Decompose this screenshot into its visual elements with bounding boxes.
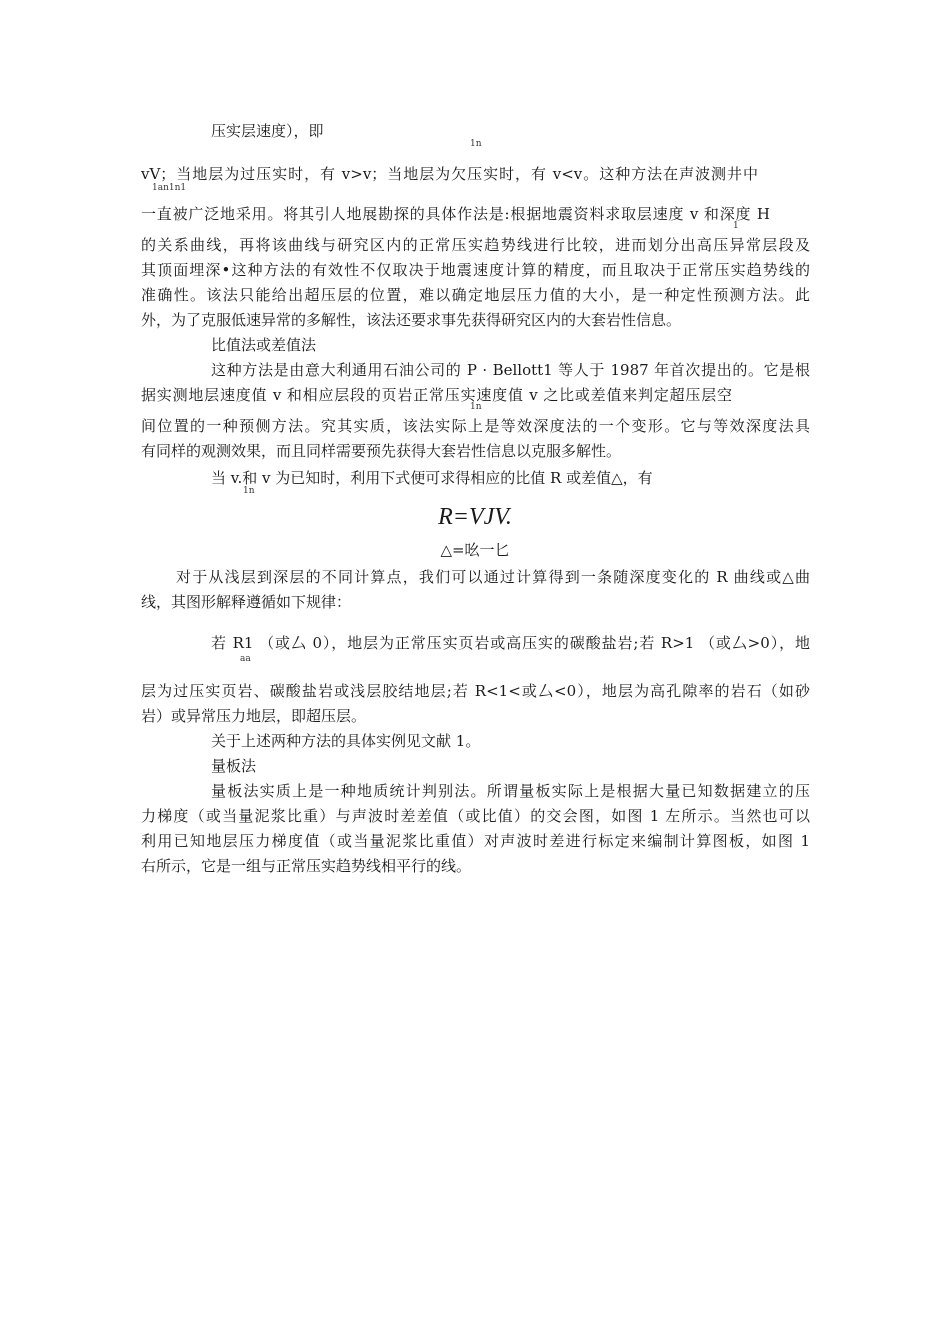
paragraph-line: 当 v.和 v 为已知时，利用下式便可求得相应的比值 R 或差值△，有 [211,469,653,487]
paragraph-line: vV；当地层为过压实时，有 v>v；当地层为欠压实时，有 v<v。这种方法在声波测井中 [141,165,758,183]
subscript-label: 1n [470,139,482,149]
paragraph-line: 线，其图形解释遵循如下规律： [141,593,352,611]
subscript-label: 1an1n1 [152,183,187,193]
difference-equation: △=吆一匕 [440,541,510,559]
paragraph-line: 利用已知地层压力梯度值（或当量泥浆比重值）对声波时差进行标定来编制计算图板，如图 1 [141,832,810,850]
paragraph-line: 据实测地层速度值 v 和相应层段的页岩正常压实速度值 v 之比或差值来判定超压层空 [141,386,732,404]
paragraph-line: 力梯度（或当量泥浆比重）与声波时差差值（或比值）的交会图，如图 1 左所示。当然也可以 [141,807,810,825]
section-heading: 比值法或差值法 [211,336,317,354]
paragraph-line: 这种方法是由意大利通用石油公司的 P · Bellott1 等人于 1987 年首次提出的。它是根 [211,361,810,379]
paragraph-line: 量板法实质上是一种地质统计判别法。所谓量板实际上是根据大量已知数据建立的压 [211,782,810,800]
subscript-label: 1 [733,221,739,231]
paragraph-line: 对于从浅层到深层的不同计算点，我们可以通过计算得到一条随深度变化的 R 曲线或△曲 [176,568,810,586]
section-heading: 量板法 [211,757,257,775]
paragraph-line: 准确性。该法只能给出超压层的位置，难以确定地层压力值的大小，是一种定性预测方法。此 [141,286,810,304]
paragraph-line: 若 R1 （或厶 0），地层为正常压实页岩或高压实的碳酸盐岩;若 R>1 （或厶>0），地 [211,634,810,652]
paragraph-line: 的关系曲线，再将该曲线与研究区内的正常压实趋势线进行比较，进而划分出高压异常层段及 [141,236,810,254]
paragraph-line: 压实层速度），即 [211,122,324,140]
subscript-label: 1n [470,402,482,412]
paragraph-line: 一直被广泛地采用。将其引人地展勘探的具体作法是:根据地震资料求取层速度 v 和深度 H [141,205,770,223]
ratio-equation: R=VJV. [438,504,512,530]
paragraph-line: 关于上述两种方法的具体实例见文献 1。 [211,732,481,750]
paragraph-line: 有同样的观测效果，而且同样需要预先获得大套岩性信息以克服多解性。 [141,442,622,460]
paragraph-line: 其顶面埋深•这种方法的有效性不仅取决于地震速度计算的精度，而且取决于正常压实趋势线的 [141,261,810,279]
subscript-label: 1n [243,486,255,496]
subscript-label: aa [240,654,251,664]
paragraph-line: 层为过压实页岩、碳酸盐岩或浅层胶结地层;若 R<1<或厶<0），地层为高孔隙率的岩石（如砂 [141,682,810,700]
paragraph-line: 岩）或异常压力地层，即超压层。 [141,707,367,725]
paragraph-line: 外，为了克服低速异常的多解性，该法还要求事先获得研究区内的大套岩性信息。 [141,311,682,329]
paragraph-line: 右所示，它是一组与正常压实趋势线相平行的线。 [141,857,472,875]
paragraph-line: 间位置的一种预侧方法。究其实质，该法实际上是等效深度法的一个变形。它与等效深度法具 [141,417,810,435]
